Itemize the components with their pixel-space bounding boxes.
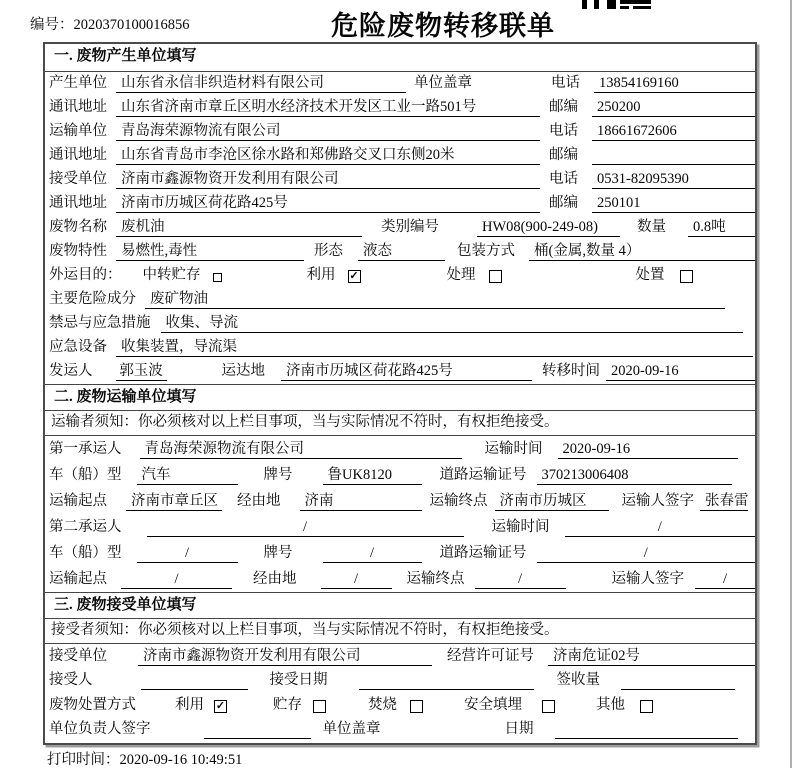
category-code-value: HW08(900-249-08) [477,218,620,237]
producer-postcode-label: 邮编 [549,99,578,115]
carrier1-sign-label: 运输人签字 [621,493,694,509]
transfer-time-value: 2020-09-16 [606,362,755,381]
recipient-row [45,669,755,694]
disposal-checkbox-landfill [542,700,555,713]
destination-value: 济南市历城区荷花路425号 [281,362,532,381]
transporter-address-row [45,144,755,168]
shipper-label: 发运人 [49,363,93,379]
carrier1-dest-value: 济南市历城区 [495,492,609,511]
responsible-sign-value [204,720,311,739]
purpose-option-storage-label: 中转贮存 [142,267,201,283]
category-code-label: 类别编号 [381,219,439,235]
carrier1-permit-label: 道路运输证号 [439,467,527,483]
carrier1-row [45,436,755,462]
carrier2-plate-value: / [323,544,422,563]
transporter-label: 运输单位 [49,123,107,139]
purpose-option-use-label: 利用 [306,267,336,283]
carrier2-origin-label: 运输起点 [49,571,107,587]
carrier2-sign-value: / [695,570,755,589]
shipper-value: 郭玉波 [116,362,167,381]
receiver-phone-label: 电话 [549,171,578,187]
carrier2-label: 第二承运人 [49,519,122,535]
carrier1-time-label: 运输时间 [484,441,543,457]
transfer-time-label: 转移时间 [542,363,600,379]
carrier1-label: 第一承运人 [49,441,122,457]
receive-date-label: 接受日期 [269,672,328,688]
producer-address-value: 山东省济南市章丘区明水经济技术开发区工业一路501号 [116,98,540,117]
accept-unit-label: 接受单位 [49,647,107,664]
accept-unit-value: 济南市鑫源物资开发利用有限公司 [138,647,432,666]
carrier2-via-label: 经由地 [253,571,297,587]
carrier1-route-row [45,488,755,514]
disposal-checkbox-incinerate [410,700,423,713]
recipient-value [141,671,248,690]
qr-code-fragment [581,0,653,10]
disposal-method-row [45,693,755,718]
print-time [47,748,242,769]
producer-seal-label: 单位盖章 [414,75,472,91]
disposal-option-other-label: 其他 [596,696,625,713]
section2-header: 二. 废物运输单位填写 [45,384,755,411]
carrier1-plate-value: 鲁UK8120 [323,466,422,485]
date-label: 日期 [504,721,534,737]
carrier2-dest-label: 运输终点 [406,571,465,587]
hazard-row [45,288,755,312]
carrier2-row [45,514,755,540]
emergency-row [45,312,755,336]
receiver-phone-value: 0531-82095390 [592,170,755,189]
purpose-checkbox-use: ✓ [349,270,359,282]
waste-form-value: 液态 [358,242,445,261]
disposal-option-store-label: 贮存 [273,696,302,713]
producer-phone-label: 电话 [551,75,580,91]
packing-label: 包装方式 [457,243,515,259]
disposal-checkbox-other [640,700,653,713]
purpose-checkbox-treat [489,270,502,283]
waste-trait-row [45,240,755,264]
emergency-value: 收集、导流 [161,314,744,333]
transporter-postcode-value [592,146,755,165]
received-qty-value [621,671,735,690]
transporter-postcode-label: 邮编 [549,147,578,163]
section1-header: 一. 废物产生单位填写 [45,44,755,72]
equipment-value: 收集装置，导流渠 [116,338,753,357]
carrier1-origin-value: 济南市章丘区 [126,492,222,511]
waste-trait-value: 易燃性,毒性 [116,242,304,261]
quantity-label: 数量 [637,219,666,235]
doc-number-value: 2020370100016856 [73,17,190,33]
carrier2-route-row [45,566,755,592]
section3-header: 三. 废物接受单位填写 [45,592,755,619]
carrier1-dest-label: 运输终点 [429,493,488,509]
carrier1-sign-value: 张春雷 [700,492,748,511]
carrier2-sign-label: 运输人签字 [611,571,684,587]
carrier2-permit-value: / [537,544,756,563]
responsible-sign-row [45,718,755,743]
license-value: 济南危证02号 [548,647,755,666]
disposal-option-landfill-label: 安全填埋 [464,696,522,713]
producer-postcode-value: 250200 [592,98,755,117]
equipment-label: 应急设备 [49,339,107,355]
shipper-row [45,360,755,384]
doc-number-label: 编号： [30,17,74,33]
disposal-method-label: 废物处置方式 [49,696,136,713]
accept-unit-row [45,644,755,669]
carrier2-vehicle-label: 车（船）型 [49,545,122,561]
transfer-purpose-label: 外运目的： [49,267,122,283]
doc-number [30,13,190,34]
receiver-label: 接受单位 [49,171,107,187]
carrier2-time-label: 运输时间 [491,519,550,535]
receiver-value: 济南市鑫源物资开发利用有限公司 [116,170,540,189]
manifest-form [43,42,757,745]
purpose-checkbox-storage [213,273,222,282]
emergency-label: 禁忌与应急措施 [49,315,151,331]
producer-address-row [45,96,755,120]
destination-label: 运达地 [221,363,265,379]
transfer-purpose-row [45,264,755,288]
carrier2-time-value: / [565,518,756,537]
receive-date-value [359,671,534,690]
carrier1-permit-value: 370213006408 [537,466,733,485]
waste-form-label: 形态 [314,243,343,259]
page-title: 危险废物转移联单 [331,11,555,41]
carrier2-via-value: / [321,570,392,589]
transporter-address-value: 山东省青岛市李沧区徐水路和郑佛路交叉口东侧20米 [116,146,540,165]
carrier1-vehicle-label: 车（船）型 [49,467,122,483]
hazard-label: 主要危险成分 [49,291,136,307]
carrier1-via-value: 济南 [300,492,422,511]
transporter-phone-value: 18661672606 [592,122,755,141]
transporter-address-label: 通讯地址 [49,147,107,163]
recipient-label: 接受人 [49,672,93,688]
carrier2-origin-value: / [121,570,232,589]
license-label: 经营许可证号 [447,647,534,664]
producer-value: 山东省永信非织造材料有限公司 [116,74,406,93]
receiver-address-row [45,192,755,216]
date-value [555,720,739,739]
packing-value: 桶(金属,数量 4） [529,242,755,261]
transporter-notice: 运输者须知：你必须核对以上栏目事项，当与实际情况不符时，有权拒绝接受。 [45,411,755,436]
carrier1-plate-label: 牌号 [263,467,293,483]
receiver-address-label: 通讯地址 [49,195,107,211]
hazard-value: 废矿物油 [145,290,725,309]
waste-name-row [45,216,755,240]
disposal-checkbox-use: ✓ [215,699,226,712]
print-time-value: 2020-09-16 10:49:51 [119,752,243,768]
carrier1-via-label: 经由地 [237,493,281,509]
purpose-checkbox-dispose [680,270,693,283]
waste-trait-label: 废物特性 [49,243,107,259]
producer-phone-value: 13854169160 [594,74,755,93]
carrier1-time-value: 2020-09-16 [558,440,739,459]
receiver-postcode-value: 250101 [592,194,755,213]
producer-address-label: 通讯地址 [49,99,107,115]
carrier1-value: 青岛海荣源物流有限公司 [140,440,462,459]
producer-label: 产生单位 [49,75,107,91]
carrier2-vehicle-row [45,540,755,566]
receiver-postcode-label: 邮编 [549,195,578,211]
purpose-option-dispose-label: 处置 [635,267,665,283]
transporter-value: 青岛海荣源物流有限公司 [116,122,540,141]
carrier1-vehicle-row [45,462,755,488]
producer-row [45,72,755,96]
disposal-checkbox-store [313,700,326,713]
receiver-notice: 接受者须知：你必须核对以上栏目事项，当与实际情况不符时，有权拒绝接受。 [45,619,755,644]
receiver-row [45,168,755,192]
quantity-value: 0.8吨 [688,218,755,237]
waste-name-label: 废物名称 [49,219,107,235]
purpose-option-treat-label: 处理 [446,267,476,283]
waste-name-value: 废机油 [116,218,362,237]
print-time-label: 打印时间： [47,752,120,768]
receiver-address-value: 济南市历城区荷花路425号 [116,194,540,213]
disposal-option-incinerate-label: 焚烧 [368,696,397,713]
received-qty-label: 签收量 [556,672,600,688]
carrier1-vehicle-value: 汽车 [137,466,238,485]
transporter-row [45,120,755,144]
disposal-option-use-label: 利用 [175,696,204,713]
carrier2-dest-value: / [475,570,566,589]
carrier2-plate-label: 牌号 [263,545,293,561]
unit-seal-label: 单位盖章 [322,721,381,737]
carrier2-vehicle-value: / [137,544,238,563]
transporter-phone-label: 电话 [549,123,578,139]
carrier1-origin-label: 运输起点 [49,493,107,509]
page-edge-line [790,0,792,768]
responsible-sign-label: 单位负责人签字 [49,721,151,737]
equipment-row [45,336,755,360]
carrier2-permit-label: 道路运输证号 [439,545,527,561]
carrier2-value: / [147,518,464,537]
